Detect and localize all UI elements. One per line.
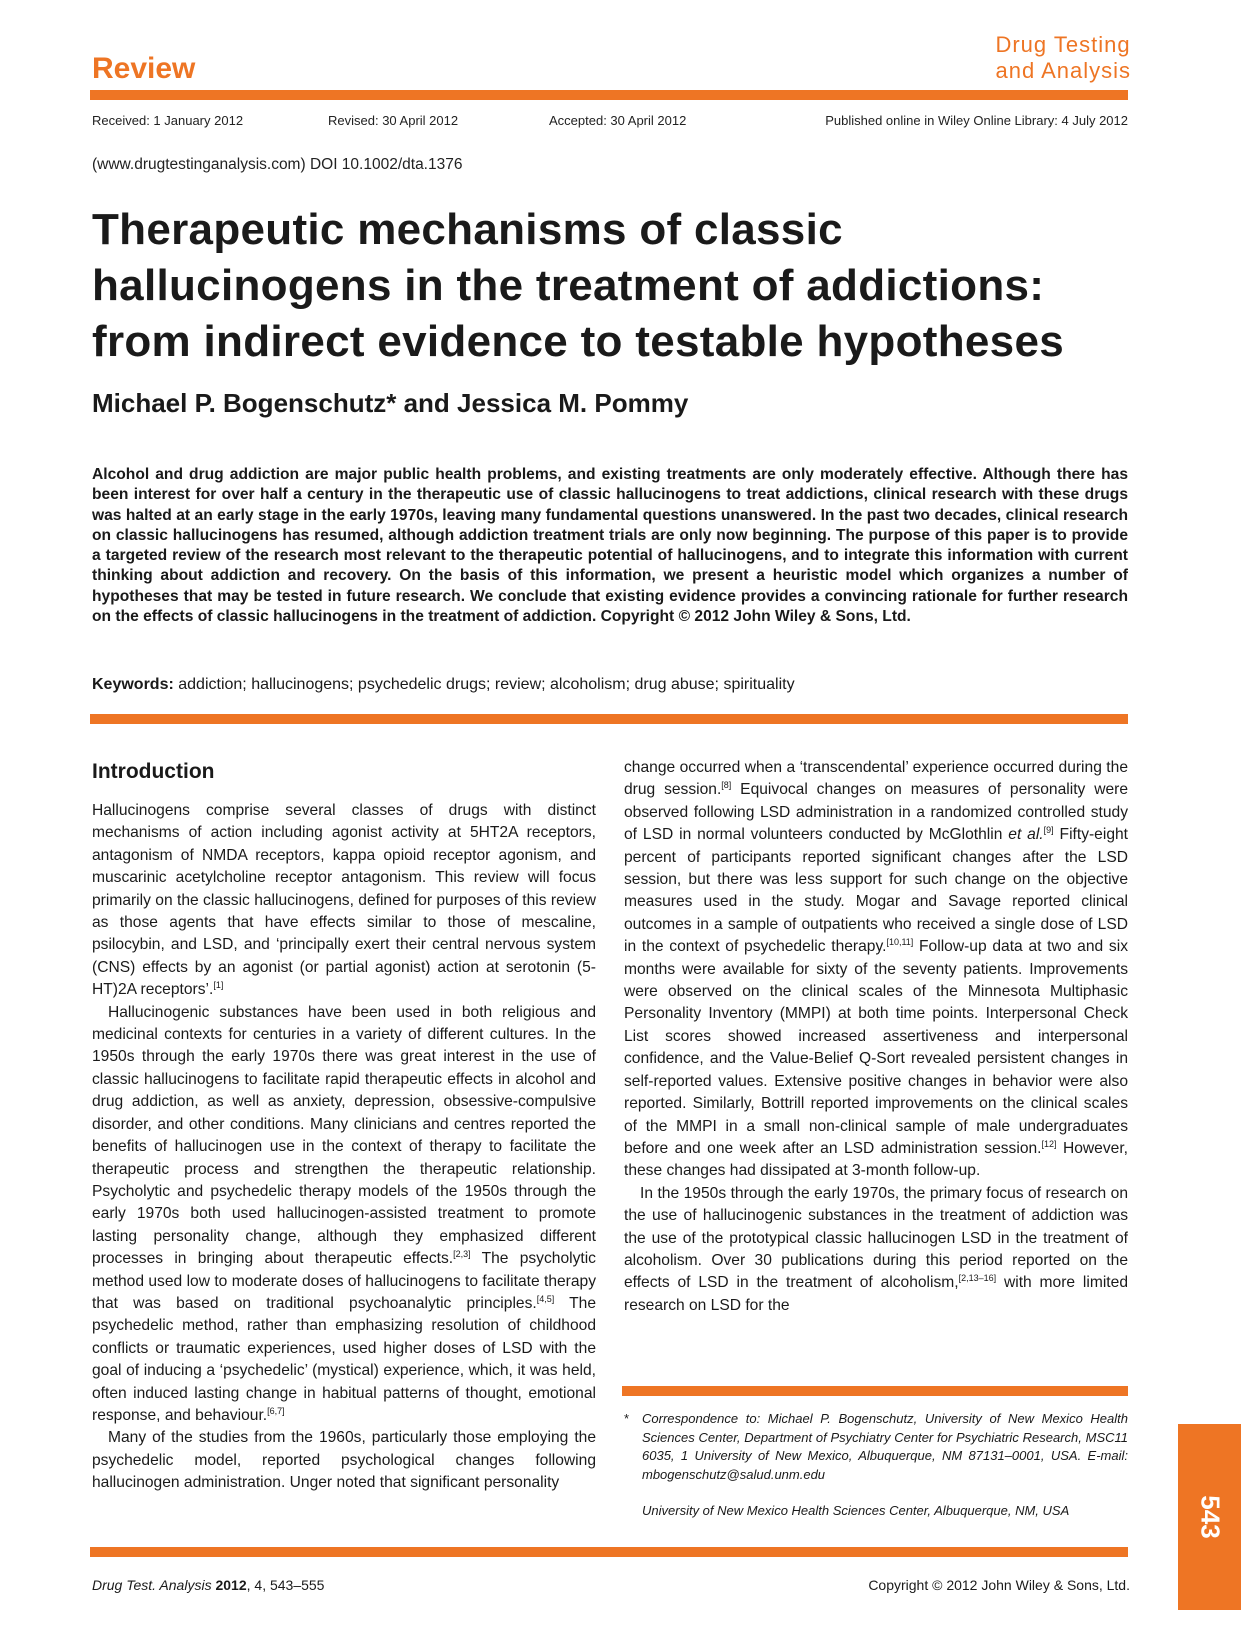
page-number: 543 — [1195, 1495, 1225, 1539]
citation: [10,11] — [886, 937, 914, 948]
section-heading-introduction: Introduction — [92, 760, 215, 783]
published-date: Published online in Wiley Online Library: 4 July 2012 — [825, 113, 1128, 128]
text-run: Hallucinogens comprise several classes of drugs with distinct mechanisms of action including agonist activity at 5HT2A receptors, antagonism of NMDA receptors, kappa opioid receptor agonism, and muscarinic acetylcholine receptor antagonism. This review will focus primarily on the classic hallucinogens, defined for purposes of this review as those agents that have effects similar to those of mescaline, psilocybin, and LSD, and ‘principally exert their central nervous system (CNS) effects by an agonist (or partial agonist) action at serotonin (5-HT)2A receptors’. — [92, 802, 596, 999]
text-run: with more limited research on LSD for the — [624, 1274, 1128, 1314]
text-run: The psycholytic method used low to moderate doses of hallucinogens to facilitate therapy that was based on traditional psychoanalytic principles. — [92, 1250, 596, 1312]
paragraph — [92, 800, 596, 1002]
page-number-tab — [1178, 1424, 1241, 1610]
footer-divider — [90, 1547, 1128, 1557]
affiliation: University of New Mexico Health Sciences Center, Albuquerque, NM, USA — [642, 1503, 1070, 1519]
keywords-text: addiction; hallucinogens; psychedelic drugs; review; alcoholism; drug abuse; spirituality — [178, 676, 795, 693]
doi-line: (www.drugtestinganalysis.com) DOI 10.1002/dta.1376 — [92, 156, 463, 173]
title-line-2: hallucinogens in the treatment of addictions: — [92, 261, 1045, 310]
paragraph — [92, 1427, 596, 1494]
correspondence-footnote — [624, 1410, 1128, 1521]
journal-name — [995, 32, 1131, 84]
footer-journal: Drug Test. Analysis — [92, 1577, 212, 1593]
accepted-date: Accepted: 30 April 2012 — [549, 113, 687, 128]
text-run: change occurred when a ‘transcendental’ experience occurred during the drug session. — [624, 759, 1128, 799]
left-column — [92, 800, 596, 1495]
keywords-label: Keywords: — [92, 676, 174, 693]
text-run: Fifty-eight percent of participants reported significant changes after the LSD session, but there was less support for such change on the objective measures used in the study. Mogar and Savage reported clinical outcomes in a sample of outpatients who received a single dose of LSD in the context of psychedelic therapy. — [624, 826, 1129, 956]
citation: [6,7] — [267, 1405, 285, 1416]
abstract: Alcohol and drug addiction are major public health problems, and existing treatments are only moderately effective. Although there has been interest for over half a century in the therapeutic use of classic hallucinogens to treat addictions, clinical research with these drugs was halted at an early stage in the early 1970s, leaving many fundamental questions unanswered. In the past two decades, clinical research on classic hallucinogens has resumed, although addiction treatment trials are only now beginning. The purpose of this paper is to provide a targeted review of the research most relevant to the therapeutic potential of hallucinogens, and to integrate this information with current thinking about addiction and recovery. On the basis of this information, we present a heuristic model which organizes a number of hypotheses that may be tested in future research. We conclude that existing evidence provides a convincing rationale for further research on the effects of classic hallucinogens in the treatment of addiction. Copyright © 2012 John Wiley & Sons, Ltd. — [92, 466, 1128, 626]
revised-date: Revised: 30 April 2012 — [328, 113, 459, 128]
journal-name-line1: Drug Testing — [995, 32, 1131, 57]
text-run: et al. — [1008, 826, 1044, 844]
citation: [2,3] — [453, 1248, 471, 1259]
footer-volume-pages: , 4, 543–555 — [246, 1577, 325, 1593]
text-run: Equivocal changes on measures of personality were observed following LSD administration in a randomized controlled study of LSD in normal volunteers conducted by McGlothlin — [624, 781, 1128, 844]
footnote-marker: * — [624, 1411, 630, 1426]
keywords — [92, 676, 795, 694]
citation: [4,5] — [536, 1293, 555, 1304]
footer-copyright: Copyright © 2012 John Wiley & Sons, Ltd. — [868, 1577, 1130, 1593]
footer-citation — [92, 1577, 324, 1593]
citation: [9] — [1043, 825, 1054, 836]
citation: [8] — [721, 780, 732, 791]
footnote-divider — [622, 1386, 1128, 1396]
paragraph — [92, 1002, 596, 1428]
paragraph — [624, 757, 1128, 1183]
article-title — [92, 202, 1132, 370]
journal-name-line2: and Analysis — [995, 58, 1131, 83]
footer-year: 2012 — [215, 1577, 247, 1593]
text-run: Hallucinogenic substances have been used in both religious and medicinal contexts for centuries in a variety of different cultures. In the 1950s through the early 1970s there was great interest in the use of classic hallucinogens to facilitate rapid therapeutic effects in alcohol and drug addiction, as well as anxiety, depression, obsessive-compulsive disorder, and other conditions. Many clinicians and centres reported the benefits of hallucinogen use in the context of therapy to facilitate the therapeutic process and strengthen the therapeutic relationship. Psycholytic and psychedelic therapy models of the 1950s through the early 1970s both used hallucinogen-assisted treatment to promote lasting personality change, although they emphasized different processes in bringing about therapeutic effects. — [92, 1003, 596, 1268]
citation: [12] — [1041, 1138, 1057, 1149]
header-divider — [90, 90, 1128, 100]
authors: Michael P. Bogenschutz* and Jessica M. Pommy — [92, 388, 689, 418]
citation: [2,13–16] — [958, 1273, 997, 1284]
text-run: The psychedelic method, rather than emphasizing resolution of childhood conflicts or traumatic experiences, used higher doses of LSD with the goal of inducing a ‘psychedelic’ (mystical) experience, which, it was held, often induced lasting change in habitual patterns of thought, emotional response, and behaviour. — [92, 1294, 596, 1424]
section-label: Review — [92, 52, 196, 85]
text-run: Follow-up data at two and six months were available for sixty of the seventy patients. Improvements were observed on the clinical scales of the Minnesota Multiphasic Personality Inventory (MMPI) at both time points. Interpersonal Check List scores showed increased assertiveness and interpersonal confidence, and the Value-Belief Q-Sort revealed persistent changes in self-reported values. Extensive positive changes in behavior were also reported. Similarly, Bottrill reported improvements on the clinical scales of the MMPI in a small non-clinical sample of male undergraduates before and one week after an LSD administration session. — [624, 938, 1128, 1157]
citation: [1] — [213, 980, 224, 991]
text-run: Many of the studies from the 1960s, particularly those employing the psychedelic model, reported psychological changes following hallucinogen administration. Unger noted that significant personality — [92, 1429, 596, 1492]
abstract-divider — [90, 714, 1128, 724]
title-line-1: Therapeutic mechanisms of classic — [92, 205, 843, 254]
right-column — [624, 757, 1128, 1317]
text-run: In the 1950s through the early 1970s, the primary focus of research on the use of hallucinogenic substances in the treatment of addiction was the use of the prototypical classic hallucinogen LSD in the treatment of alcoholism. Over 30 publications during this period reported on the effects of LSD in the treatment of alcoholism, — [624, 1184, 1128, 1292]
text-run: However, these changes had dissipated at 3-month follow-up. — [624, 1139, 1128, 1180]
title-line-3: from indirect evidence to testable hypotheses — [92, 317, 1064, 366]
paragraph — [624, 1183, 1128, 1317]
correspondence-text: Correspondence to: Michael P. Bogenschutz, University of New Mexico Health Sciences Center, Department of Psychiatry Center for Psychiatric Research, MSC11 6035, 1 University of New Mexico, Albuquerque, NM 87131–0001, USA. E-mail: mbogenschutz@salud.unm.edu — [642, 1411, 1128, 1482]
received-date: Received: 1 January 2012 — [92, 113, 244, 128]
